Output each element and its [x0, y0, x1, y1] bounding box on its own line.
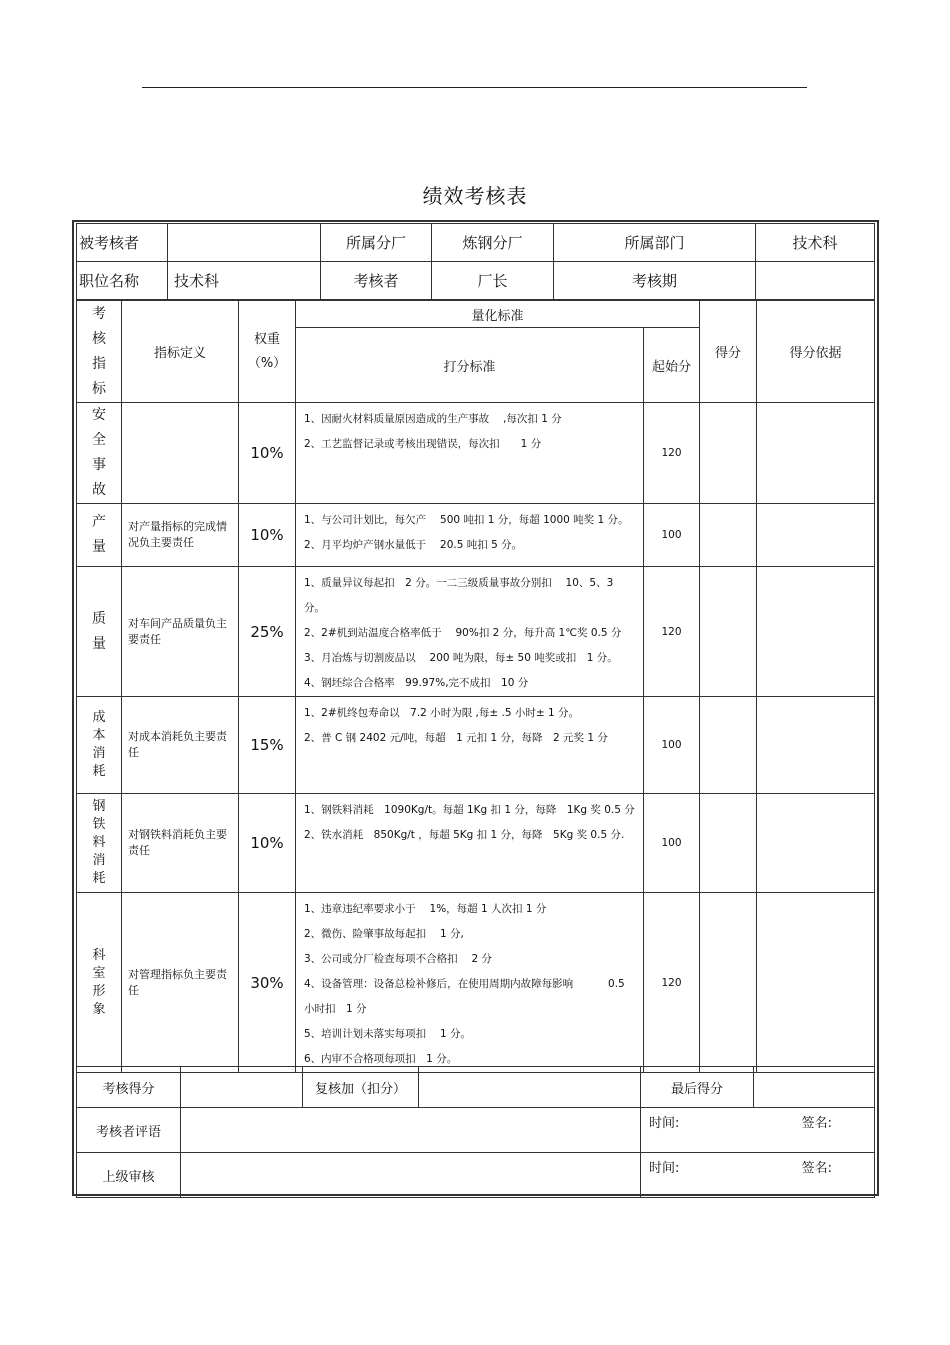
row-category: 安全事故: [77, 403, 122, 504]
col-start-header: 起始分: [644, 328, 700, 403]
final-score-input[interactable]: [754, 1067, 875, 1108]
footer-table: [76, 1066, 875, 1198]
row-score-input[interactable]: [700, 567, 757, 697]
row-definition: [122, 403, 239, 504]
table-row: [77, 794, 875, 893]
row-category: 成本消耗: [77, 697, 122, 794]
superior-input[interactable]: [181, 1153, 641, 1198]
comment-label: 考核者评语: [77, 1108, 181, 1153]
row-start-score: 120: [644, 403, 700, 504]
value-department[interactable]: 技术科: [756, 224, 875, 262]
row-start-score: 100: [644, 697, 700, 794]
row-start-score: 100: [644, 504, 700, 567]
label-period: 考核期: [554, 262, 756, 300]
row-category: 质量: [77, 567, 122, 697]
value-assessee[interactable]: [168, 224, 321, 262]
row-standards: 1、钢铁料消耗 1090Kg/t。每超 1Kg 扣 1 分，每降 1Kg 奖 0.5 分 2、铁水消耗 850Kg/t ，每超 5Kg 扣 1 分，每降 5Kg 奖 0.5 分.: [296, 794, 644, 893]
row-start-score: 120: [644, 893, 700, 1073]
table-row: [77, 697, 875, 794]
review-label: 复核加（扣分）: [303, 1067, 419, 1108]
comment-signoff[interactable]: [641, 1108, 875, 1153]
table-row: [77, 567, 875, 697]
value-period[interactable]: [756, 262, 875, 300]
superior-label: 上级审核: [77, 1153, 181, 1198]
table-row: [77, 403, 875, 504]
indicator-table: [76, 300, 875, 1073]
label-position: 职位名称: [77, 262, 168, 300]
value-position[interactable]: 技术科: [168, 262, 321, 300]
time-label: 时间:: [649, 1116, 680, 1131]
row-weight: 30%: [239, 893, 296, 1073]
row-standards: 1、2#机终包寿命以 7.2 小时为限 ,每± .5 小时± 1 分。 2、普 C 钢 2402 元/吨，每超 1 元扣 1 分，每降 2 元奖 1 分: [296, 697, 644, 794]
row-definition: 对车间产品质量负主要责任: [122, 567, 239, 697]
sign-label: 签名:: [801, 1116, 832, 1131]
row-score-input[interactable]: [700, 403, 757, 504]
row-weight: 10%: [239, 403, 296, 504]
row-score-input[interactable]: [700, 893, 757, 1073]
sign-label: 签名:: [801, 1161, 832, 1176]
row-basis-input[interactable]: [757, 794, 875, 893]
final-score-label: 最后得分: [641, 1067, 754, 1108]
row-score-input[interactable]: [700, 504, 757, 567]
row-start-score: 120: [644, 567, 700, 697]
row-category: 钢铁料消耗: [77, 794, 122, 893]
score-input[interactable]: [181, 1067, 303, 1108]
row-definition: 对产量指标的完成情况负主要责任: [122, 504, 239, 567]
value-branch[interactable]: 炼钢分厂: [432, 224, 554, 262]
row-basis-input[interactable]: [757, 403, 875, 504]
table-row: [77, 504, 875, 567]
top-rule: [142, 87, 807, 88]
col-quantified-header: 量化标准: [296, 301, 700, 328]
row-standards: 1、与公司计划比，每欠产 500 吨扣 1 分，每超 1000 吨奖 1 分。 2、月平均炉产钢水量低于 20.5 吨扣 5 分。: [296, 504, 644, 567]
document-title: 绩效考核表: [422, 184, 528, 208]
col-weight-header: 权重 （%）: [239, 301, 296, 403]
row-weight: 25%: [239, 567, 296, 697]
header-table: [76, 223, 875, 300]
row-basis-input[interactable]: [757, 893, 875, 1073]
label-branch: 所属分厂: [321, 224, 432, 262]
row-category: 科室形象: [77, 893, 122, 1073]
row-standards: 1、因耐火材料质量原因造成的生产事故 ,每次扣 1 分 2、工艺监督记录或考核出现错误，每次扣 1 分: [296, 403, 644, 504]
row-basis-input[interactable]: [757, 697, 875, 794]
row-basis-input[interactable]: [757, 567, 875, 697]
label-assessor: 考核者: [321, 262, 432, 300]
col-definition-header: 指标定义: [122, 301, 239, 403]
row-weight: 15%: [239, 697, 296, 794]
col-score-header: 得分: [700, 301, 757, 403]
col-scoring-header: 打分标准: [296, 328, 644, 403]
comment-input[interactable]: [181, 1108, 641, 1153]
row-category: 产量: [77, 504, 122, 567]
time-label: 时间:: [649, 1161, 680, 1176]
col-basis-header: 得分依据: [757, 301, 875, 403]
label-department: 所属部门: [554, 224, 756, 262]
row-standards: 1、质量异议每起扣 2 分。一二三级质量事故分别扣 10、5、3 分。 2、2#机到站温度合格率低于 90%扣 2 分，每升高 1℃奖 0.5 分 3、月冶炼与切割废品以 200 吨为限，每± 50 吨奖或扣 1 分。 4、钢坯综合合格率 99.97%,完不成扣 10 分: [296, 567, 644, 697]
review-input[interactable]: [419, 1067, 641, 1108]
col-category-header: 考核指标: [77, 301, 122, 403]
row-definition: 对钢铁料消耗负主要责任: [122, 794, 239, 893]
table-row: [77, 893, 875, 1073]
row-score-input[interactable]: [700, 697, 757, 794]
row-standards: 1、违章违纪率要求小于 1%，每超 1 人次扣 1 分 2、微伤、险肇事故每起扣 1 分, 3、公司或分厂检查每项不合格扣 2 分 4、设备管理：设备总检补修后，在使用周期内故障每影响 0.5 小时扣 1 分 5、培训计划未落实每项扣 1 分。 6、内审不合格项每项扣 1 分。: [296, 893, 644, 1073]
row-basis-input[interactable]: [757, 504, 875, 567]
value-assessor[interactable]: 厂长: [432, 262, 554, 300]
row-start-score: 100: [644, 794, 700, 893]
row-score-input[interactable]: [700, 794, 757, 893]
score-label: 考核得分: [77, 1067, 181, 1108]
row-definition: 对管理指标负主要责任: [122, 893, 239, 1073]
row-weight: 10%: [239, 794, 296, 893]
row-definition: 对成本消耗负主要责任: [122, 697, 239, 794]
superior-signoff[interactable]: [641, 1153, 875, 1198]
row-weight: 10%: [239, 504, 296, 567]
label-assessee: 被考核者: [77, 224, 168, 262]
